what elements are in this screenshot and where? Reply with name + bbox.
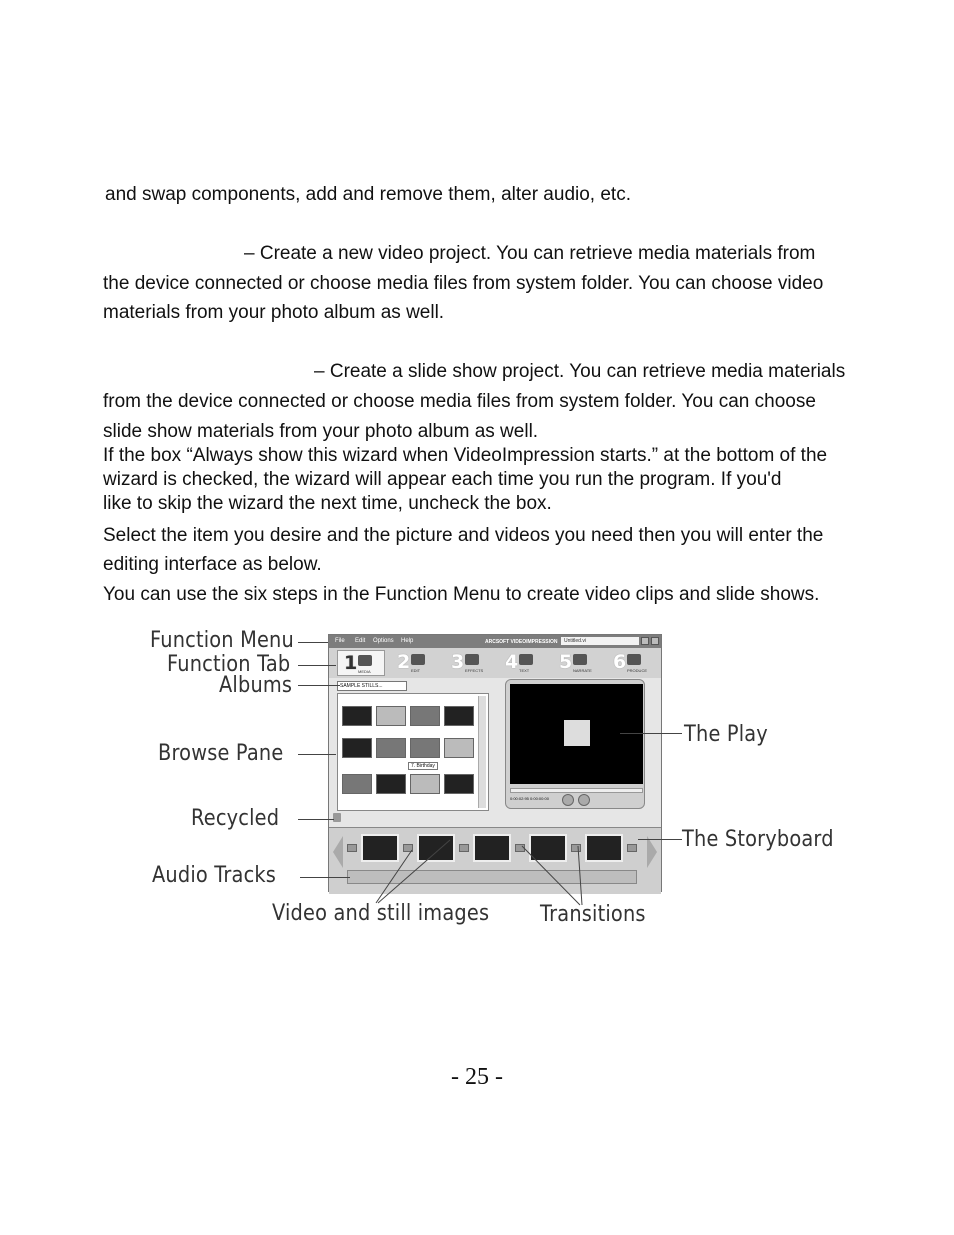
tab-number: 1 <box>344 652 358 674</box>
timecode-readout: 0:00:02:95 0:00:00:00 <box>510 796 549 801</box>
project-title: Untitled.vi <box>561 637 639 645</box>
brand-label: ARCSOFT VIDEOIMPRESSION <box>485 639 558 645</box>
callout-the-play: The Play <box>684 722 768 747</box>
callout-albums: Albums <box>219 673 293 698</box>
tab-number: 4 <box>505 651 519 673</box>
callout-function-tab: Function Tab <box>167 652 291 677</box>
tab-number: 3 <box>451 651 465 673</box>
page-number: - 25 - <box>451 1064 503 1090</box>
callout-browse-pane: Browse Pane <box>158 741 284 766</box>
callout-audio-tracks: Audio Tracks <box>152 863 277 888</box>
paragraph-line: slide show materials from your photo album as well. <box>103 421 539 442</box>
tab-label: EDIT <box>411 668 421 673</box>
paragraph-line: – Create a slide show project. You can retrieve media materials <box>314 361 846 382</box>
callout-video-still-images: Video and still images <box>272 901 490 926</box>
menu-item-help[interactable]: Help <box>401 638 414 644</box>
paragraph-line: the device connected or choose media files from system folder. You can choose video <box>103 273 824 294</box>
menu-item-options[interactable]: Options <box>373 638 394 644</box>
tab-number: 2 <box>397 651 411 673</box>
paragraph-line: You can use the six steps in the Function Menu to create video clips and slide shows. <box>103 584 820 605</box>
callout-transitions: Transitions <box>540 902 646 927</box>
tab-label: PRODUCE <box>627 668 648 673</box>
paragraph-line: materials from your photo album as well. <box>103 302 445 323</box>
album-dropdown[interactable]: SAMPLE STILLS... <box>337 681 407 691</box>
menu-item-file[interactable]: File <box>335 638 345 644</box>
tab-label: MEDIA <box>358 669 371 674</box>
paragraph-line: from the device connected or choose media files from system folder. You can choose <box>103 391 816 412</box>
paragraph-line: and swap components, add and remove them, alter audio, etc. <box>105 184 631 205</box>
tab-label: EFFECTS <box>465 668 484 673</box>
callout-function-menu: Function Menu <box>150 628 294 653</box>
tab-label: NARRATE <box>573 668 592 673</box>
paragraph-line: If the box “Always show this wizard when VideoImpression starts.” at the bottom of the <box>103 445 828 466</box>
callout-the-storyboard: The Storyboard <box>682 827 834 852</box>
callout-recycled: Recycled <box>191 806 280 831</box>
thumbnail-caption: 7. Birthday <box>408 762 438 770</box>
tab-label: TEXT <box>519 668 530 673</box>
menu-item-edit[interactable]: Edit <box>355 638 366 644</box>
paragraph-line: – Create a new video project. You can retrieve media materials from <box>244 243 816 264</box>
tab-number: 6 <box>613 651 627 673</box>
paragraph-line: wizard is checked, the wizard will appear each time you run the program. If you'd <box>103 469 782 490</box>
paragraph-line: like to skip the wizard the next time, uncheck the box. <box>103 493 552 514</box>
paragraph-line: editing interface as below. <box>103 554 322 575</box>
tab-number: 5 <box>559 651 573 673</box>
paragraph-line: Select the item you desire and the picture and videos you need then you will enter the <box>103 525 824 546</box>
